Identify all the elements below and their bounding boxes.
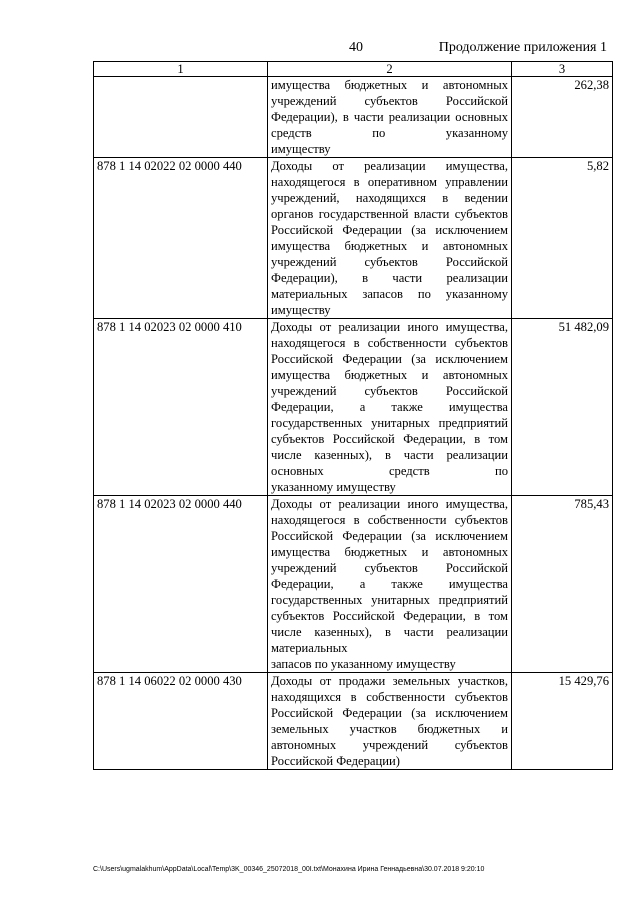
row-description-last-line: имуществу <box>271 142 331 156</box>
row-description-last-line: имуществу <box>271 303 331 317</box>
row-description <box>268 673 512 770</box>
row-description <box>268 77 512 158</box>
row-description-text: Доходы от реализации иного имущества, находящегося в собственности субъектов Российской Федерации (за исключением имущества бюджетных и автономных учреждений субъектов Российской Федерации, а также имущества государственных унитарных предприятий субъектов Российской Федерации, в том числе казенных), в части реализации материальных <box>271 497 508 655</box>
continuation-label: Продолжение приложения 1 <box>438 40 607 55</box>
row-description-last-line: указанному имуществу <box>271 480 396 494</box>
row-description-text: Доходы от продажи земельных участков, находящихся в собственности субъектов Российской Федерации (за исключением земельных участков бюджетных и автономных учреждений субъектов <box>271 674 508 752</box>
row-amount: 785,43 <box>512 496 613 673</box>
row-amount: 5,82 <box>512 158 613 319</box>
table-row <box>94 158 613 319</box>
revenue-table <box>93 61 613 770</box>
row-description-text: имущества бюджетных и автономных учреждений субъектов Российской Федерации), в части реализации основных средств по указанному <box>271 78 508 140</box>
row-description-last-line: запасов по указанному имуществу <box>271 657 456 671</box>
row-description <box>268 319 512 496</box>
table-row <box>94 673 613 770</box>
row-code: 878 1 14 02022 02 0000 440 <box>94 158 268 319</box>
row-amount: 15 429,76 <box>512 673 613 770</box>
row-code: 878 1 14 06022 02 0000 430 <box>94 673 268 770</box>
row-description <box>268 496 512 673</box>
table-row <box>94 319 613 496</box>
table-header-row <box>94 62 613 77</box>
row-description <box>268 158 512 319</box>
row-code: 878 1 14 02023 02 0000 410 <box>94 319 268 496</box>
footer-file-path: C:\Users\ugmalakhum\AppData\Local\Temp\3K_00346_25072018_00I.txt\Монахина Ирина Геннадьевна\30.07.2018 9:20:10 <box>93 866 485 873</box>
row-code <box>94 77 268 158</box>
page-number: 40 <box>349 40 363 55</box>
table-row <box>94 77 613 158</box>
column-header-1: 1 <box>94 62 268 77</box>
table-row <box>94 496 613 673</box>
row-code: 878 1 14 02023 02 0000 440 <box>94 496 268 673</box>
row-amount: 51 482,09 <box>512 319 613 496</box>
row-description-text: Доходы от реализации имущества, находящегося в оперативном управлении учреждений, находящихся в ведении органов государственной власти субъектов Российской Федерации (за исключением имущества бюджетных и автономных учреждений субъектов Российской Федерации), в части реализации материальных запасов по указанному <box>271 159 508 301</box>
column-header-2: 2 <box>268 62 512 77</box>
row-amount: 262,38 <box>512 77 613 158</box>
row-description-last-line: Российской Федерации) <box>271 754 400 768</box>
row-description-text: Доходы от реализации иного имущества, находящегося в собственности субъектов Российской Федерации (за исключением имущества бюджетных и автономных учреждений субъектов Российской Федерации, а также имущества государственных унитарных предприятий субъектов Российской Федерации, в том числе казенных), в части реализации основных средств по <box>271 320 508 478</box>
column-header-3: 3 <box>512 62 613 77</box>
